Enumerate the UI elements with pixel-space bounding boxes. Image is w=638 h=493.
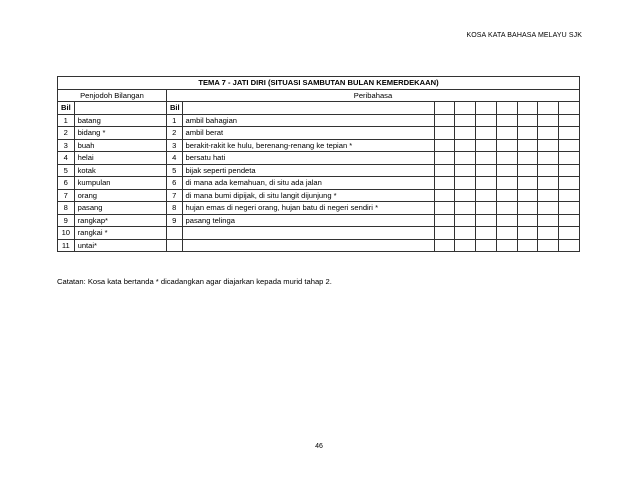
cell-blank [559, 114, 580, 127]
cell-blank [455, 152, 476, 165]
cell-blank [538, 227, 559, 240]
cell-blank [496, 239, 517, 252]
cell-bil-right: 5 [166, 164, 182, 177]
cell-blank [455, 177, 476, 190]
cell-penjodoh: buah [74, 139, 166, 152]
cell-blank [517, 139, 538, 152]
cell-blank [496, 114, 517, 127]
cell-blank [517, 189, 538, 202]
cell-blank [455, 202, 476, 215]
cell-blank [455, 239, 476, 252]
cell-blank [434, 139, 455, 152]
cell-blank [517, 152, 538, 165]
cell-blank [434, 214, 455, 227]
cell-bil-left: 3 [58, 139, 75, 152]
column-header-bil-left: Bil [58, 102, 75, 115]
cell-blank [496, 189, 517, 202]
cell-peribahasa: ambil bahagian [182, 114, 434, 127]
cell-bil-right: 4 [166, 152, 182, 165]
column-header-blank [538, 102, 559, 115]
cell-blank [517, 227, 538, 240]
cell-bil-right: 6 [166, 177, 182, 190]
column-header-blank [476, 102, 497, 115]
column-header-blank [455, 102, 476, 115]
cell-blank [476, 152, 497, 165]
column-header-blank [517, 102, 538, 115]
cell-blank [517, 177, 538, 190]
cell-blank [538, 214, 559, 227]
column-header-blank [182, 102, 434, 115]
cell-blank [538, 152, 559, 165]
cell-bil-right [166, 239, 182, 252]
cell-bil-left: 10 [58, 227, 75, 240]
cell-peribahasa: ambil berat [182, 127, 434, 140]
cell-peribahasa: bersatu hati [182, 152, 434, 165]
cell-blank [496, 152, 517, 165]
cell-bil-left: 1 [58, 114, 75, 127]
cell-blank [455, 139, 476, 152]
cell-blank [538, 127, 559, 140]
cell-blank [496, 127, 517, 140]
cell-blank [455, 214, 476, 227]
cell-blank [434, 177, 455, 190]
cell-blank [496, 164, 517, 177]
cell-blank [517, 114, 538, 127]
cell-blank [517, 202, 538, 215]
cell-blank [476, 189, 497, 202]
cell-blank [455, 227, 476, 240]
table-row [58, 139, 580, 152]
cell-blank [517, 214, 538, 227]
cell-penjodoh: helai [74, 152, 166, 165]
cell-bil-left: 6 [58, 177, 75, 190]
cell-penjodoh: untai* [74, 239, 166, 252]
cell-peribahasa: berakit-rakit ke hulu, berenang-renang ke tepian * [182, 139, 434, 152]
cell-blank [434, 189, 455, 202]
cell-blank [559, 164, 580, 177]
cell-peribahasa: bijak seperti pendeta [182, 164, 434, 177]
cell-peribahasa: di mana ada kemahuan, di situ ada jalan [182, 177, 434, 190]
cell-blank [559, 152, 580, 165]
cell-bil-left: 2 [58, 127, 75, 140]
cell-blank [476, 239, 497, 252]
cell-blank [434, 127, 455, 140]
document-header: KOSA KATA BAHASA MELAYU SJK [466, 32, 582, 39]
cell-blank [538, 202, 559, 215]
column-header-blank [74, 102, 166, 115]
cell-blank [559, 214, 580, 227]
cell-blank [476, 177, 497, 190]
cell-blank [476, 114, 497, 127]
cell-bil-right [166, 227, 182, 240]
cell-penjodoh: orang [74, 189, 166, 202]
cell-blank [496, 177, 517, 190]
cell-peribahasa: pasang telinga [182, 214, 434, 227]
cell-bil-left: 8 [58, 202, 75, 215]
cell-bil-right: 2 [166, 127, 182, 140]
cell-peribahasa [182, 239, 434, 252]
table-title-row [58, 77, 580, 90]
cell-peribahasa: hujan emas di negeri orang, hujan batu di negeri sendiri * [182, 202, 434, 215]
cell-peribahasa: di mana bumi dipijak, di situ langit dijunjung * [182, 189, 434, 202]
cell-blank [559, 227, 580, 240]
cell-blank [434, 202, 455, 215]
column-header-blank [496, 102, 517, 115]
column-header-blank [559, 102, 580, 115]
table-row [58, 127, 580, 140]
cell-penjodoh: rangkap* [74, 214, 166, 227]
cell-bil-left: 7 [58, 189, 75, 202]
table-row [58, 189, 580, 202]
cell-blank [455, 127, 476, 140]
cell-bil-left: 9 [58, 214, 75, 227]
cell-blank [559, 177, 580, 190]
cell-blank [496, 139, 517, 152]
cell-penjodoh: pasang [74, 202, 166, 215]
cell-penjodoh: kumpulan [74, 177, 166, 190]
cell-blank [476, 202, 497, 215]
cell-blank [559, 189, 580, 202]
cell-blank [538, 139, 559, 152]
cell-bil-right: 3 [166, 139, 182, 152]
table-column-header-row [58, 102, 580, 115]
cell-blank [496, 202, 517, 215]
table-group-header-row [58, 89, 580, 102]
cell-blank [538, 189, 559, 202]
table-row [58, 114, 580, 127]
cell-blank [559, 239, 580, 252]
cell-blank [538, 114, 559, 127]
cell-blank [538, 177, 559, 190]
footnote: Catatan: Kosa kata bertanda * dicadangkan agar diajarkan kepada murid tahap 2. [57, 277, 332, 286]
cell-blank [538, 239, 559, 252]
cell-blank [476, 127, 497, 140]
table-row [58, 152, 580, 165]
cell-penjodoh: batang [74, 114, 166, 127]
cell-bil-right: 7 [166, 189, 182, 202]
cell-blank [455, 164, 476, 177]
cell-blank [476, 214, 497, 227]
cell-blank [517, 164, 538, 177]
cell-bil-left: 11 [58, 239, 75, 252]
group-header-peribahasa: Peribahasa [166, 89, 579, 102]
cell-bil-left: 4 [58, 152, 75, 165]
cell-blank [434, 114, 455, 127]
cell-blank [476, 227, 497, 240]
cell-blank [434, 152, 455, 165]
cell-blank [476, 164, 497, 177]
cell-blank [517, 127, 538, 140]
cell-blank [559, 139, 580, 152]
cell-blank [559, 127, 580, 140]
cell-penjodoh: bidang * [74, 127, 166, 140]
column-header-bil-right: Bil [166, 102, 182, 115]
cell-blank [455, 114, 476, 127]
table-row [58, 177, 580, 190]
table-row [58, 202, 580, 215]
table-row [58, 227, 580, 240]
cell-blank [434, 239, 455, 252]
cell-bil-left: 5 [58, 164, 75, 177]
table-title: TEMA 7 - JATI DIRI (SITUASI SAMBUTAN BULAN KEMERDEKAAN) [58, 77, 580, 90]
cell-blank [434, 227, 455, 240]
group-header-penjodoh: Penjodoh Bilangan [58, 89, 167, 102]
vocabulary-table [57, 76, 580, 252]
cell-blank [496, 214, 517, 227]
cell-bil-right: 1 [166, 114, 182, 127]
cell-blank [517, 239, 538, 252]
cell-penjodoh: kotak [74, 164, 166, 177]
table-row [58, 214, 580, 227]
cell-penjodoh: rangkai * [74, 227, 166, 240]
cell-blank [538, 164, 559, 177]
cell-blank [559, 202, 580, 215]
column-header-blank [434, 102, 455, 115]
cell-blank [455, 189, 476, 202]
cell-peribahasa [182, 227, 434, 240]
table-row [58, 164, 580, 177]
cell-blank [476, 139, 497, 152]
page-number: 46 [315, 443, 323, 450]
cell-bil-right: 8 [166, 202, 182, 215]
cell-blank [496, 227, 517, 240]
table-row [58, 239, 580, 252]
cell-bil-right: 9 [166, 214, 182, 227]
cell-blank [434, 164, 455, 177]
